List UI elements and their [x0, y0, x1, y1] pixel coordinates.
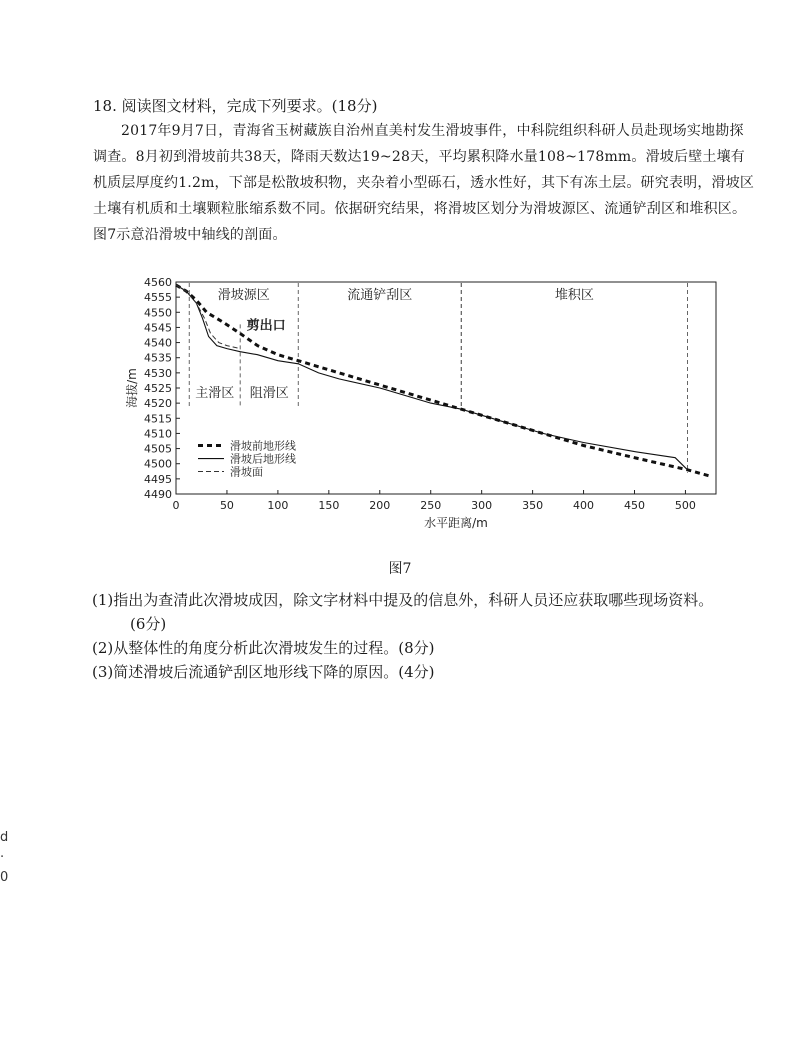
- annotation-label: 剪出口: [246, 318, 286, 334]
- y-tick-label: 4515: [144, 412, 172, 426]
- y-tick-label: 4500: [144, 457, 172, 471]
- subquestion-3: (3)简述滑坡后流通铲刮区地形线下降的原因。(4分): [92, 663, 435, 681]
- subquestion-1-score: (6分): [130, 615, 167, 633]
- y-tick-label: 4505: [144, 442, 172, 456]
- question-number: 18.: [93, 97, 117, 115]
- y-tick-label: 4510: [144, 427, 172, 441]
- material-paragraph: [93, 118, 755, 248]
- margin-marks: [0, 828, 10, 888]
- x-tick-label: 450: [623, 499, 645, 512]
- x-tick-label: 0: [172, 499, 180, 512]
- legend-label: 滑坡前地形线: [230, 439, 296, 453]
- y-tick-label: 4495: [144, 472, 172, 486]
- y-tick-label: 4555: [144, 291, 172, 305]
- y-tick-label: 4560: [144, 276, 172, 289]
- zone-label: 滑坡源区: [217, 288, 270, 303]
- margin-mark: d: [0, 830, 9, 845]
- material-text: 2017年9月7日，青海省玉树藏族自治州直美村发生滑坡事件，中科院组织科研人员赴现场实地勘探调查。8月初到滑坡前共38天，降雨天数达19~28天，平均累积降水量108~178mm。滑坡后壁土壤有机质层厚度约1.2m，下部是松散坡积物，夹杂着小型砾石，透水性好，其下有冻土层。研究表明，滑坡区土壤有机质和土壤颗粒胀缩系数不同。依据研究结果，将滑坡区划分为滑坡源区、流通铲刮区和堆积区。图7示意沿滑坡中轴线的剖面。: [93, 123, 755, 243]
- y-tick-label: 4535: [144, 351, 172, 365]
- subquestion-1: (1)指出为查清此次滑坡成因，除文字材料中提及的信息外，科研人员还应获取哪些现场资料。: [92, 591, 714, 609]
- y-tick-label: 4520: [144, 397, 172, 411]
- y-tick-label: 4525: [144, 382, 172, 395]
- subquestion-2: (2)从整体性的角度分析此次滑坡发生的过程。(8分): [92, 639, 435, 657]
- subquestion-list: [92, 588, 772, 684]
- x-tick-label: 50: [219, 499, 234, 512]
- x-tick-label: 100: [267, 499, 289, 512]
- profile-chart: [118, 268, 728, 543]
- x-tick-label: 500: [674, 499, 696, 512]
- zone-label: 堆积区: [554, 288, 594, 303]
- x-tick-label: 400: [573, 499, 595, 512]
- x-tick-label: 350: [522, 499, 544, 512]
- y-tick-label: 4550: [144, 306, 172, 320]
- x-axis-label: 水平距离/m: [424, 516, 488, 530]
- x-tick-label: 250: [420, 499, 442, 512]
- y-tick-label: 4490: [144, 488, 172, 501]
- y-tick-label: 4540: [144, 336, 172, 350]
- x-tick-label: 200: [369, 499, 391, 512]
- margin-mark: 0: [0, 870, 9, 885]
- figure-caption: 图7: [388, 561, 412, 577]
- subzone-label: 主滑区: [195, 386, 235, 402]
- legend-label: 滑坡后地形线: [230, 452, 296, 466]
- margin-mark: ·: [0, 850, 5, 865]
- zone-label: 流通铲刮区: [347, 288, 413, 303]
- x-tick-label: 300: [471, 499, 493, 512]
- y-tick-label: 4545: [144, 321, 172, 335]
- y-tick-label: 4530: [144, 366, 172, 380]
- legend-label: 滑坡面: [230, 465, 263, 479]
- question-header: [93, 94, 753, 118]
- figure-7: [118, 268, 728, 543]
- x-tick-label: 150: [318, 499, 340, 512]
- subzone-label: 阻滑区: [249, 386, 289, 402]
- y-axis-label: 海拔/m: [125, 368, 139, 408]
- question-instruction: 阅读图文材料，完成下列要求。(18分): [121, 97, 378, 115]
